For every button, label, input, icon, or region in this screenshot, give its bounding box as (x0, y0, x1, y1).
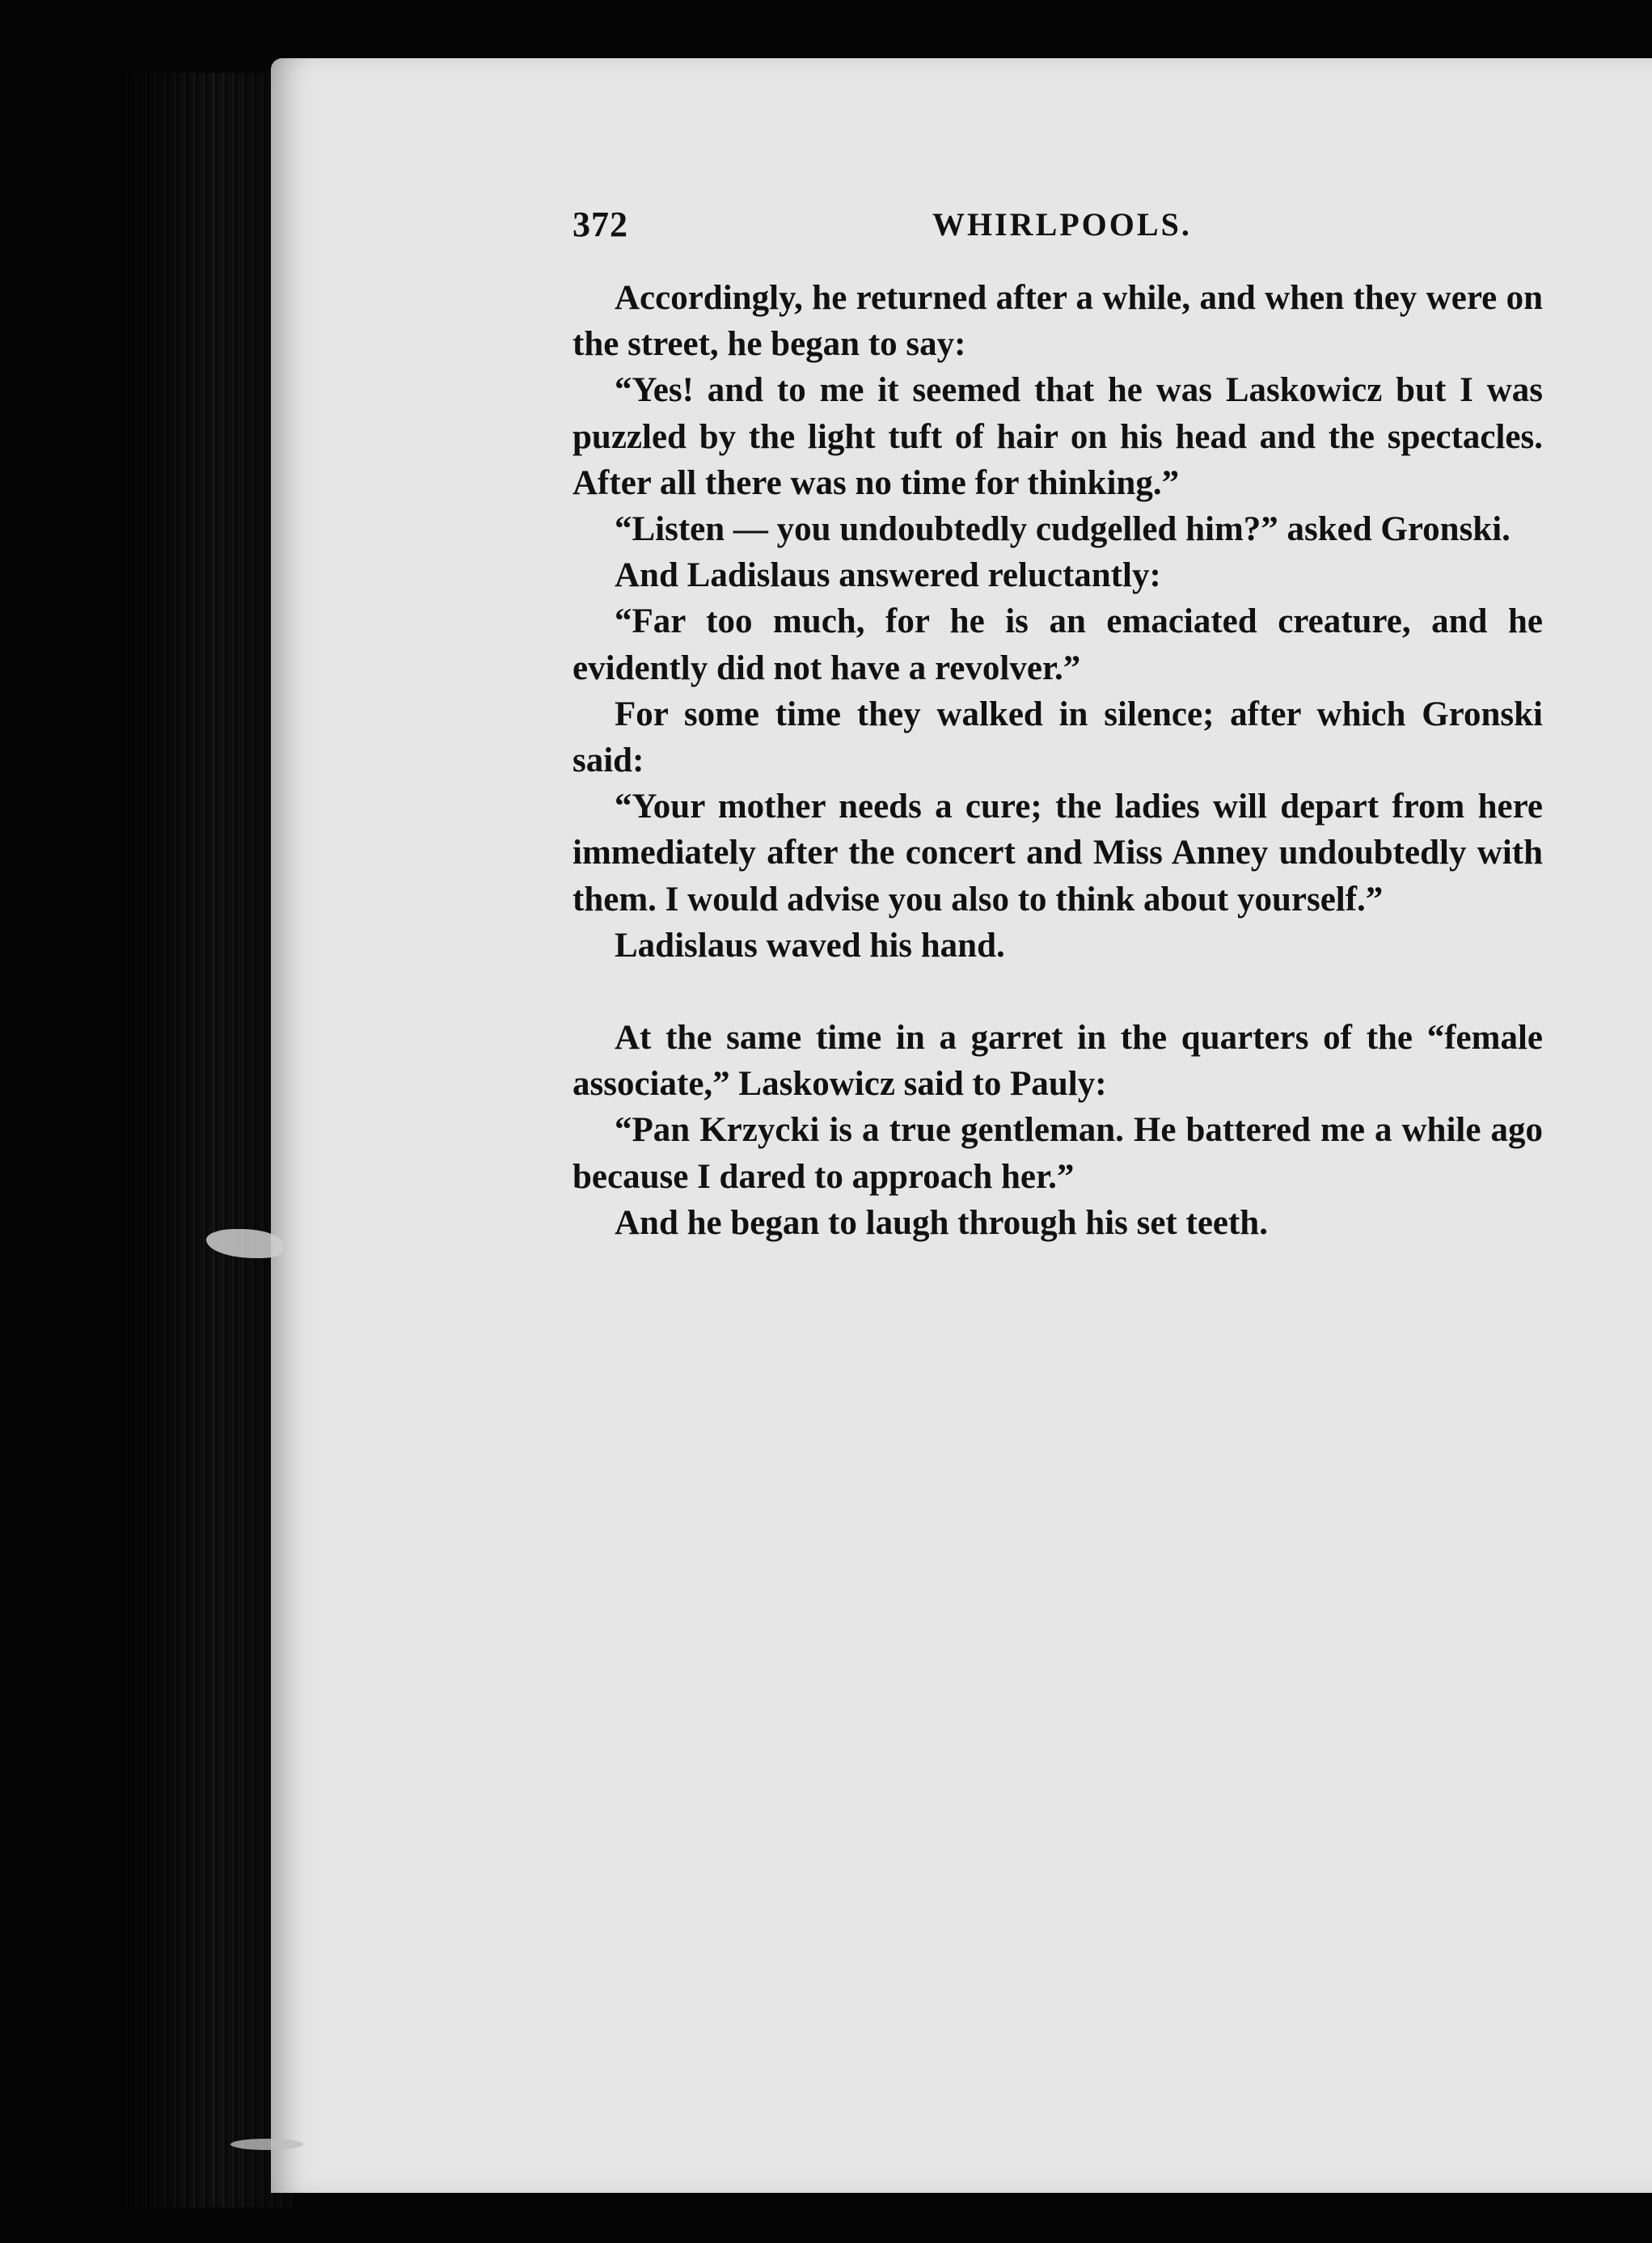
paragraph: For some time they walked in silence; after which Gronski said: (572, 695, 1543, 780)
running-head: WHIRLPOOLS. (932, 206, 1192, 243)
page-number: 372 (572, 205, 628, 244)
paragraph: “Yes! and to me it seemed that he was Laskowicz but I was puzzled by the light tuft of hair on his head and the spectacles. After all there was no time for thinking.” (572, 371, 1543, 502)
spine-shadow (121, 73, 295, 2207)
page-header (572, 204, 1543, 252)
paper-scrap-mark-bottom (230, 2139, 303, 2150)
section-break (572, 969, 1543, 1015)
paragraph: Ladislaus waved his hand. (615, 926, 1005, 965)
paragraph: “Pan Krzycki is a true gentleman. He battered me a while ago because I dared to approach her.” (572, 1111, 1543, 1196)
paragraph: “Your mother needs a cure; the ladies will depart from here immediately after the concert and Miss Anney undoubtedly with them. I would advise you also to think about yourself.” (572, 788, 1543, 919)
paragraph: At the same time in a garret in the quarters of the “female associate,” Laskowicz said to Pauly: (572, 1019, 1543, 1104)
paragraph: Accordingly, he returned after a while, and when they were on the street, he began to say: (572, 279, 1543, 364)
paragraph: And he began to laugh through his set teeth. (615, 1203, 1268, 1242)
body-text (572, 275, 1543, 1246)
paragraph: “Far too much, for he is an emaciated creature, and he evidently did not have a revolver.” (572, 602, 1543, 687)
paragraph: “Listen — you undoubtedly cudgelled him?” asked Gronski. (615, 510, 1510, 549)
paragraph: And Ladislaus answered reluctantly: (615, 556, 1161, 595)
